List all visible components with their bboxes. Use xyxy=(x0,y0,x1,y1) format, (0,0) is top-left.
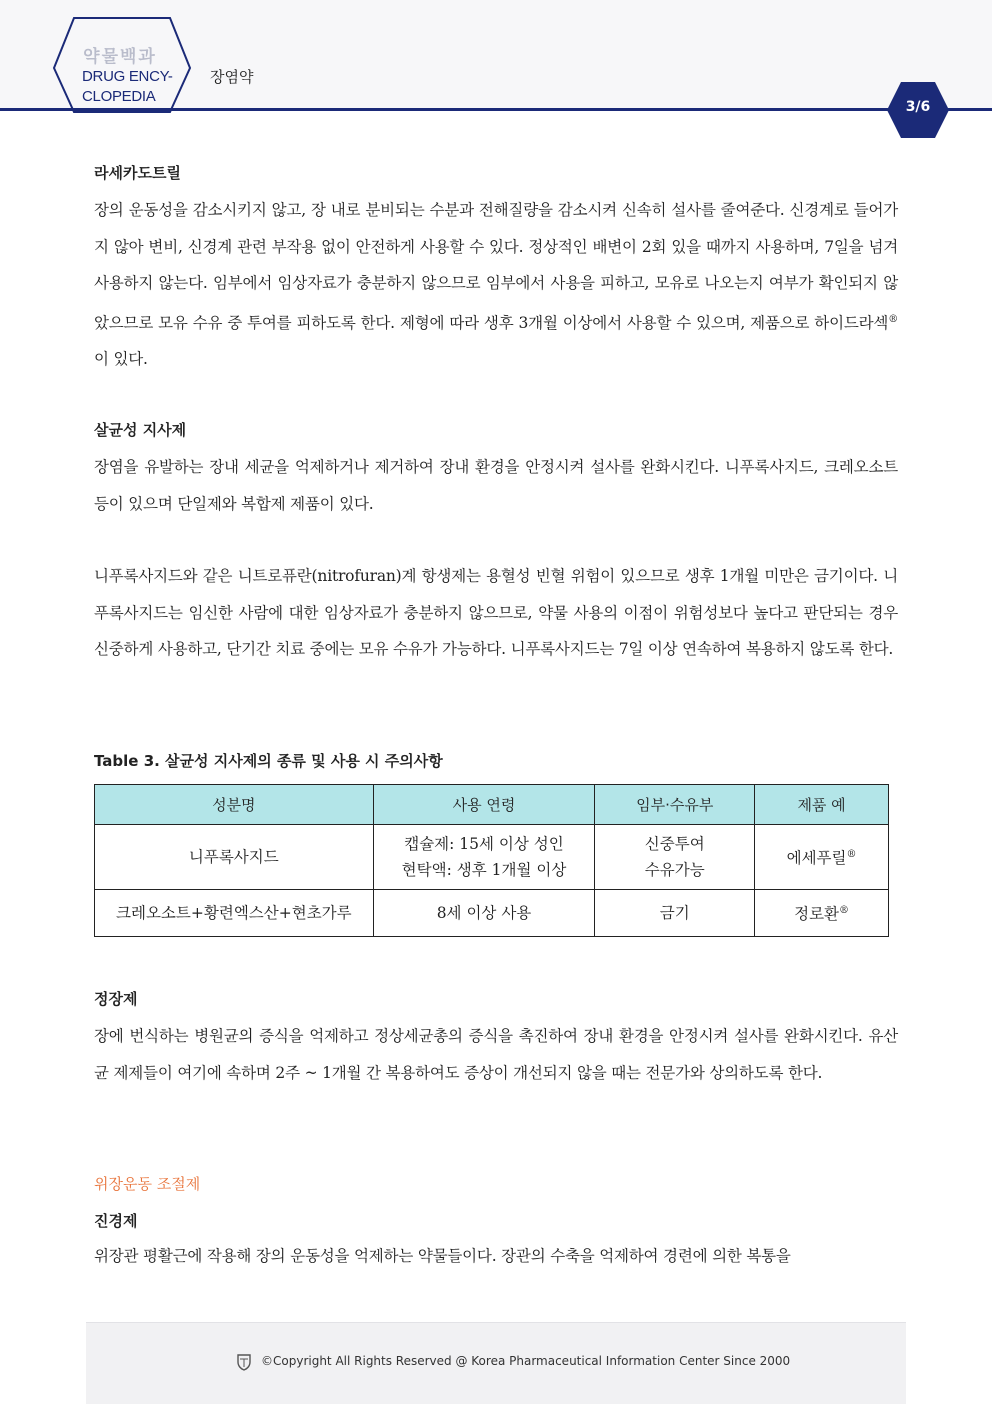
shield-emblem-icon xyxy=(236,1353,252,1371)
probiotic-paragraph: 장에 번식하는 병원균의 증식을 억제하고 정상세균총의 증식을 촉진하여 장내 환경을 안정시켜 설사를 완화시킨다. 유산균 제제들이 여기에 속하며 2주 ~ 1개월 간 복용하여도 증상이 개선되지 않을 때는 전문가와 상의하도록 한다. xyxy=(94,1027,898,1082)
cell-pregnancy-line-2: 수유가능 xyxy=(644,861,705,879)
antiseptic-paragraph-2: 니푸록사지드와 같은 니트로퓨란(nitrofuran)계 항생제는 용혈성 빈혈 위험이 있으므로 생후 1개월 미만은 금기이다. 니푸록사지드는 임신한 사람에 대한 임상자료가 충분하지 않으므로, 약물 사용의 이점이 위험성보다 높다고 판단되는 경우 신중하게 사용하고, 단기간 치료 중에는 모유 수유가 가능하다. 니푸록사지드는 7일 이상 연속하여 복용하지 않도록 한다. xyxy=(94,567,898,658)
column-header-product: 제품 예 xyxy=(755,785,889,825)
antiseptic-table xyxy=(94,784,889,937)
product-name: 정로환 xyxy=(794,905,840,924)
cell-pregnancy-line-1: 신중투여 xyxy=(644,835,705,853)
logo-line-2: CLOPEDIA xyxy=(82,88,156,105)
antiseptic-paragraph-1: 장염을 유발하는 장내 세균을 억제하거나 제거하여 장내 환경을 안정시켜 설사를 완화시킨다. 니푸록사지드, 크레오소트 등이 있으며 단일제와 복합제 제품이 있다. xyxy=(94,458,898,513)
antispasmodic-heading: 진경제 xyxy=(94,1212,138,1230)
cell-age-line-2: 현탁액: 생후 1개월 이상 xyxy=(401,861,567,879)
racecadotril-heading: 라세카도트릴 xyxy=(94,164,181,182)
column-header-pregnancy: 임부·수유부 xyxy=(595,785,755,825)
cell-age: 8세 이상 사용 xyxy=(373,890,595,937)
cell-age-line-1: 캡슐제: 15세 이상 성인 xyxy=(404,835,564,853)
cell-product xyxy=(755,890,889,937)
table-header-row xyxy=(95,785,889,825)
column-header-ingredient: 성분명 xyxy=(95,785,374,825)
product-name: 에세푸릴 xyxy=(786,849,847,868)
cell-ingredient: 니푸록사지드 xyxy=(95,825,374,890)
cell-pregnancy xyxy=(595,825,755,890)
registered-mark: ® xyxy=(846,849,857,861)
column-header-age: 사용 연령 xyxy=(373,785,595,825)
header-divider xyxy=(0,108,992,111)
cell-age xyxy=(373,825,595,890)
cell-product xyxy=(755,825,889,890)
racecadotril-body: 장의 운동성을 감소시키지 않고, 장 내로 분비되는 수분과 전해질량을 감소시켜 신속히 설사를 줄여준다. 신경계로 들어가지 않아 변비, 신경계 관련 부작용 없이 안전하게 사용할 수 있다. 정상적인 배변이 2회 있을 때까지 사용하며, 7일을 넘겨 사용하지 않는다. 임부에서 임상자료가 충분하지 않으므로 임부에서 사용을 피하고, 모유로 나오는지 여부가 확인되지 않았으므로 모유 수유 중 투여를 피하도록 한다. 제형에 따라 생후 3개월 이상에서 사용할 수 있으며, 제품으로 하이드라섹 xyxy=(94,201,898,332)
table-row xyxy=(95,890,889,937)
table-title: Table 3. 살균성 지사제의 종류 및 사용 시 주의사항 xyxy=(94,752,443,770)
cell-pregnancy: 금기 xyxy=(595,890,755,937)
registered-mark: ® xyxy=(839,905,850,917)
doc-title: 장염약 xyxy=(210,68,254,86)
antispasmodic-paragraph: 위장관 평활근에 작용해 장의 운동성을 억제하는 약물들이다. 장관의 수축을 억제하여 경련에 의한 복통을 xyxy=(94,1247,791,1265)
probiotic-heading: 정장제 xyxy=(94,990,138,1008)
racecadotril-paragraph xyxy=(94,192,898,378)
logo-line-1: DRUG ENCY- xyxy=(82,68,173,85)
cell-ingredient: 크레오소트+황련엑스산+현초가루 xyxy=(95,890,374,937)
racecadotril-body-tail: 이 있다. xyxy=(94,350,148,369)
motility-category: 위장운동 조절제 xyxy=(94,1175,201,1193)
page-indicator: 3/6 xyxy=(905,99,931,115)
logo-korean: 약물백과 xyxy=(83,47,157,67)
footer-copyright: ©Copyright All Rights Reserved @ Korea Pharmaceutical Information Center Since 2000 xyxy=(261,1354,791,1368)
registered-mark: ® xyxy=(888,313,898,325)
table-row xyxy=(95,825,889,890)
antiseptic-heading: 살균성 지사제 xyxy=(94,421,187,439)
